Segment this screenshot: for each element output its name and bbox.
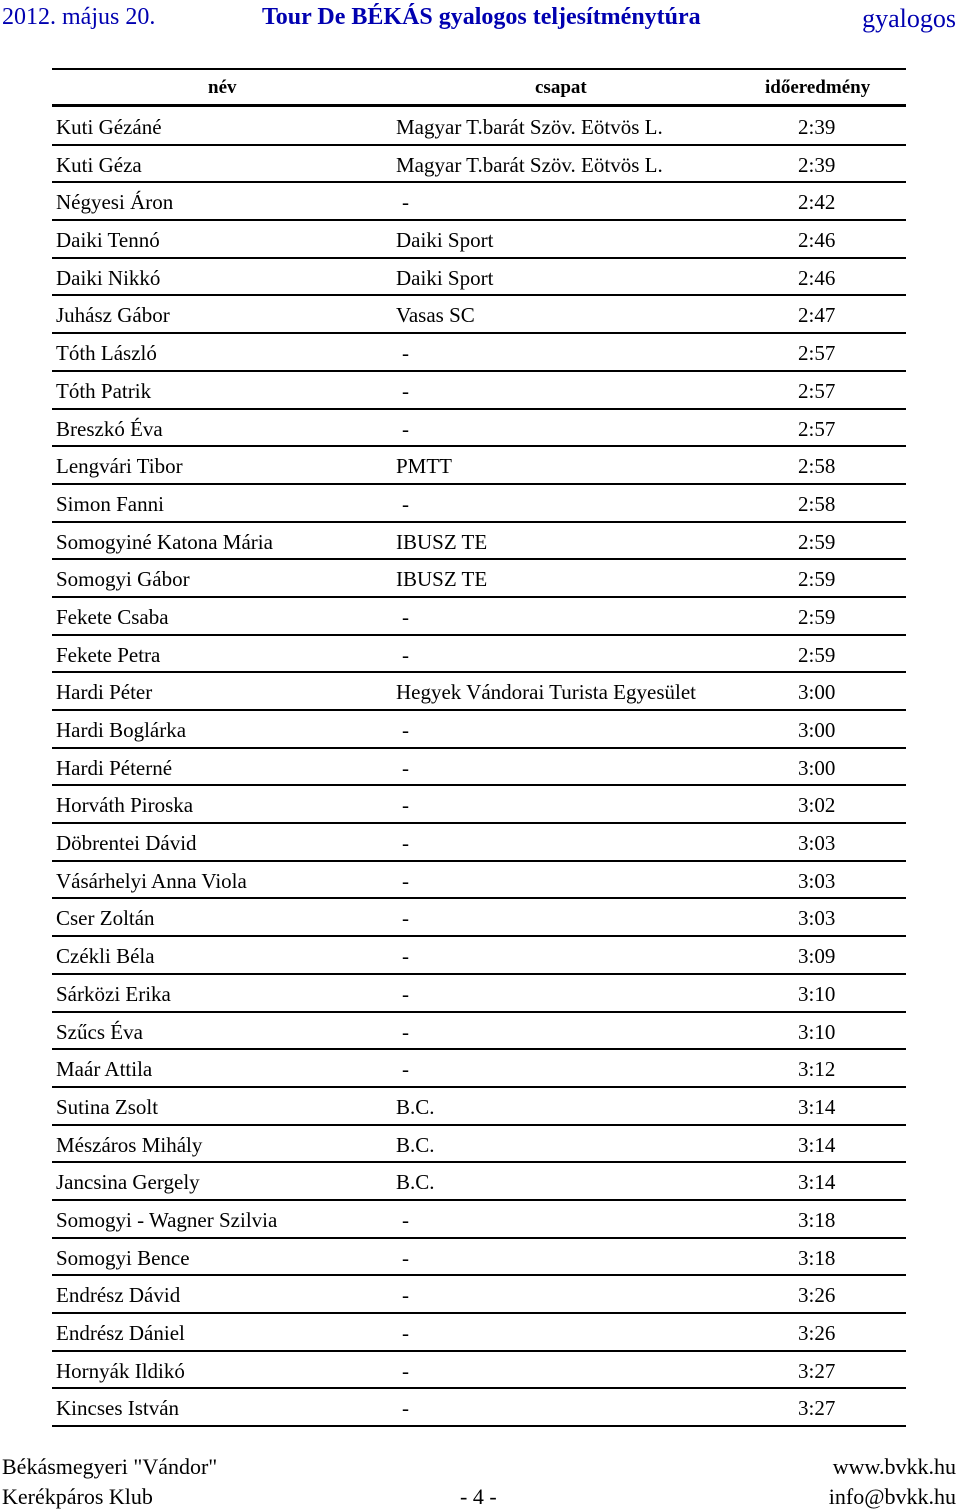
cell-time: 3:27 bbox=[798, 1358, 836, 1383]
column-header-time: időeredmény bbox=[765, 77, 871, 98]
cell-name: Breszkó Éva bbox=[56, 416, 163, 441]
table-row bbox=[52, 410, 906, 448]
cell-team: PMTT bbox=[396, 454, 453, 479]
cell-time: 3:26 bbox=[798, 1321, 836, 1345]
table-row bbox=[52, 673, 906, 711]
cell-name: Somogyi Bence bbox=[56, 1245, 190, 1270]
cell-name: Simon Fanni bbox=[56, 491, 164, 516]
cell-time: 3:14 bbox=[798, 1132, 836, 1157]
cell-time: 3:26 bbox=[798, 1283, 836, 1308]
cell-time: 2:59 bbox=[798, 642, 836, 667]
header-category: gyalogos bbox=[862, 4, 956, 33]
cell-time: 2:59 bbox=[798, 567, 836, 592]
cell-name: Somogyiné Katona Mária bbox=[56, 529, 273, 554]
table-row bbox=[52, 975, 906, 1013]
table-row bbox=[52, 1201, 906, 1239]
cell-team: - bbox=[402, 1019, 409, 1044]
table-row bbox=[52, 259, 906, 297]
cell-team: - bbox=[402, 378, 409, 403]
cell-time: 2:59 bbox=[798, 604, 836, 629]
table-row bbox=[52, 296, 906, 334]
page-header bbox=[0, 4, 960, 38]
cell-team: - bbox=[402, 868, 409, 893]
cell-team: - bbox=[402, 1245, 409, 1270]
cell-time: 2:39 bbox=[798, 115, 836, 139]
table-row bbox=[52, 146, 906, 184]
cell-time: 2:57 bbox=[798, 416, 836, 441]
cell-team: Daiki Sport bbox=[396, 265, 494, 290]
cell-time: 2:42 bbox=[798, 190, 836, 215]
table-row bbox=[52, 1088, 906, 1126]
cell-team: - bbox=[402, 1396, 409, 1421]
table-row bbox=[52, 1050, 906, 1088]
cell-name: Mészáros Mihály bbox=[56, 1132, 203, 1157]
cell-time: 2:47 bbox=[798, 303, 836, 328]
cell-time: 3:18 bbox=[798, 1245, 836, 1270]
cell-time: 2:58 bbox=[798, 454, 836, 479]
table-row bbox=[52, 560, 906, 598]
footer-club-line1: Békásmegyeri "Vándor" bbox=[2, 1454, 218, 1479]
cell-name: Hardi Boglárka bbox=[56, 718, 187, 742]
cell-team: - bbox=[402, 642, 409, 667]
table-row bbox=[52, 824, 906, 862]
cell-name: Négyesi Áron bbox=[56, 190, 174, 215]
table-row bbox=[52, 1352, 906, 1390]
table-row bbox=[52, 899, 906, 937]
cell-time: 3:09 bbox=[798, 944, 836, 969]
cell-team: Vasas SC bbox=[396, 303, 475, 328]
cell-team: - bbox=[402, 1321, 409, 1345]
cell-time: 3:00 bbox=[798, 680, 836, 705]
cell-name: Lengvári Tibor bbox=[56, 454, 183, 479]
table-row bbox=[52, 447, 906, 485]
cell-time: 2:59 bbox=[798, 529, 836, 554]
cell-time: 3:10 bbox=[798, 981, 836, 1006]
cell-time: 3:14 bbox=[798, 1170, 836, 1195]
cell-name: Fekete Petra bbox=[56, 642, 161, 667]
cell-name: Kuti Géza bbox=[56, 152, 142, 177]
cell-team: Magyar T.barát Szöv. Eötvös L. bbox=[396, 152, 663, 177]
cell-name: Czékli Béla bbox=[56, 944, 155, 969]
cell-team: - bbox=[402, 190, 409, 215]
table-row bbox=[52, 523, 906, 561]
cell-team: - bbox=[402, 416, 409, 441]
footer-website: www.bvkk.hu bbox=[832, 1454, 956, 1479]
cell-time: 3:14 bbox=[798, 1094, 836, 1119]
cell-time: 2:58 bbox=[798, 491, 836, 516]
cell-name: Daiki Tennó bbox=[56, 228, 160, 253]
cell-time: 3:00 bbox=[798, 718, 836, 742]
cell-team: B.C. bbox=[396, 1132, 435, 1157]
table-header bbox=[52, 68, 906, 107]
cell-team: - bbox=[402, 718, 409, 742]
cell-team: Magyar T.barát Szöv. Eötvös L. bbox=[396, 115, 663, 139]
cell-team: - bbox=[402, 341, 409, 366]
cell-time: 3:00 bbox=[798, 755, 836, 780]
table-row bbox=[52, 636, 906, 674]
column-header-name: név bbox=[208, 77, 237, 98]
cell-name: Vásárhelyi Anna Viola bbox=[56, 868, 247, 893]
cell-time: 2:57 bbox=[798, 378, 836, 403]
cell-team: - bbox=[402, 1283, 409, 1308]
cell-name: Horváth Piroska bbox=[56, 793, 194, 818]
cell-time: 3:10 bbox=[798, 1019, 836, 1044]
cell-team: - bbox=[402, 944, 409, 969]
table-row bbox=[52, 372, 906, 410]
table-row bbox=[52, 749, 906, 787]
footer-email: info@bvkk.hu bbox=[828, 1484, 956, 1509]
table-row bbox=[52, 1239, 906, 1277]
cell-time: 2:39 bbox=[798, 152, 836, 177]
cell-team: - bbox=[402, 755, 409, 780]
cell-name: Jancsina Gergely bbox=[56, 1170, 200, 1195]
cell-name: Juhász Gábor bbox=[56, 303, 170, 328]
cell-team: - bbox=[402, 491, 409, 516]
table-row bbox=[52, 1013, 906, 1051]
cell-time: 3:12 bbox=[798, 1057, 836, 1082]
cell-team: Hegyek Vándorai Turista Egyesület bbox=[396, 680, 696, 705]
cell-team: B.C. bbox=[396, 1094, 435, 1119]
table-row bbox=[52, 485, 906, 523]
table-row bbox=[52, 1126, 906, 1164]
cell-time: 2:46 bbox=[798, 265, 836, 290]
cell-name: Tóth László bbox=[56, 341, 157, 366]
cell-time: 3:03 bbox=[798, 868, 836, 893]
cell-name: Hornyák Ildikó bbox=[56, 1358, 185, 1383]
results-table-body bbox=[52, 108, 906, 1427]
cell-time: 3:27 bbox=[798, 1396, 836, 1421]
cell-name: Daiki Nikkó bbox=[56, 265, 161, 290]
cell-name: Somogyi Gábor bbox=[56, 567, 190, 592]
table-row bbox=[52, 862, 906, 900]
cell-name: Sárközi Erika bbox=[56, 981, 171, 1006]
cell-team: Daiki Sport bbox=[396, 228, 494, 253]
cell-name: Cser Zoltán bbox=[56, 906, 155, 931]
cell-time: 3:18 bbox=[798, 1207, 836, 1232]
table-row bbox=[52, 937, 906, 975]
cell-time: 2:57 bbox=[798, 341, 836, 366]
cell-name: Hardi Péterné bbox=[56, 755, 173, 780]
cell-name: Kuti Gézáné bbox=[56, 115, 162, 139]
cell-name: Endrész Dávid bbox=[56, 1283, 181, 1308]
cell-name: Fekete Csaba bbox=[56, 604, 169, 629]
cell-name: Döbrentei Dávid bbox=[56, 831, 197, 856]
cell-name: Maár Attila bbox=[56, 1057, 153, 1082]
table-row bbox=[52, 334, 906, 372]
table-row bbox=[52, 183, 906, 221]
footer-club-line2: Kerékpáros Klub bbox=[2, 1484, 153, 1509]
cell-name: Endrész Dániel bbox=[56, 1321, 185, 1345]
cell-name: Sutina Zsolt bbox=[56, 1094, 159, 1119]
table-row bbox=[52, 786, 906, 824]
cell-name: Hardi Péter bbox=[56, 680, 153, 705]
table-row bbox=[52, 1163, 906, 1201]
cell-name: Tóth Patrik bbox=[56, 378, 152, 403]
cell-team: - bbox=[402, 1358, 409, 1383]
header-title: Tour De BÉKÁS gyalogos teljesítménytúra bbox=[262, 4, 701, 30]
cell-team: - bbox=[402, 793, 409, 818]
table-row bbox=[52, 711, 906, 749]
cell-time: 3:03 bbox=[798, 831, 836, 856]
header-date: 2012. május 20. bbox=[2, 4, 156, 30]
cell-team: - bbox=[402, 1057, 409, 1082]
cell-team: - bbox=[402, 604, 409, 629]
cell-time: 3:03 bbox=[798, 906, 836, 931]
cell-team: - bbox=[402, 1207, 409, 1232]
cell-team: - bbox=[402, 906, 409, 931]
cell-time: 3:02 bbox=[798, 793, 836, 818]
cell-team: IBUSZ TE bbox=[396, 529, 488, 554]
page-number: - 4 - bbox=[460, 1484, 497, 1509]
cell-name: Szűcs Éva bbox=[56, 1019, 143, 1044]
cell-time: 2:46 bbox=[798, 228, 836, 253]
cell-team: - bbox=[402, 981, 409, 1006]
cell-team: - bbox=[402, 831, 409, 856]
cell-name: Kincses István bbox=[56, 1396, 180, 1421]
cell-team: B.C. bbox=[396, 1170, 435, 1195]
table-row bbox=[52, 108, 906, 146]
table-row bbox=[52, 1314, 906, 1352]
table-row bbox=[52, 1276, 906, 1314]
table-row bbox=[52, 221, 906, 259]
table-row bbox=[52, 598, 906, 636]
cell-team: IBUSZ TE bbox=[396, 567, 488, 592]
cell-name: Somogyi - Wagner Szilvia bbox=[56, 1207, 278, 1232]
table-row bbox=[52, 1389, 906, 1427]
column-header-team: csapat bbox=[535, 77, 587, 98]
page-footer bbox=[0, 1454, 960, 1512]
